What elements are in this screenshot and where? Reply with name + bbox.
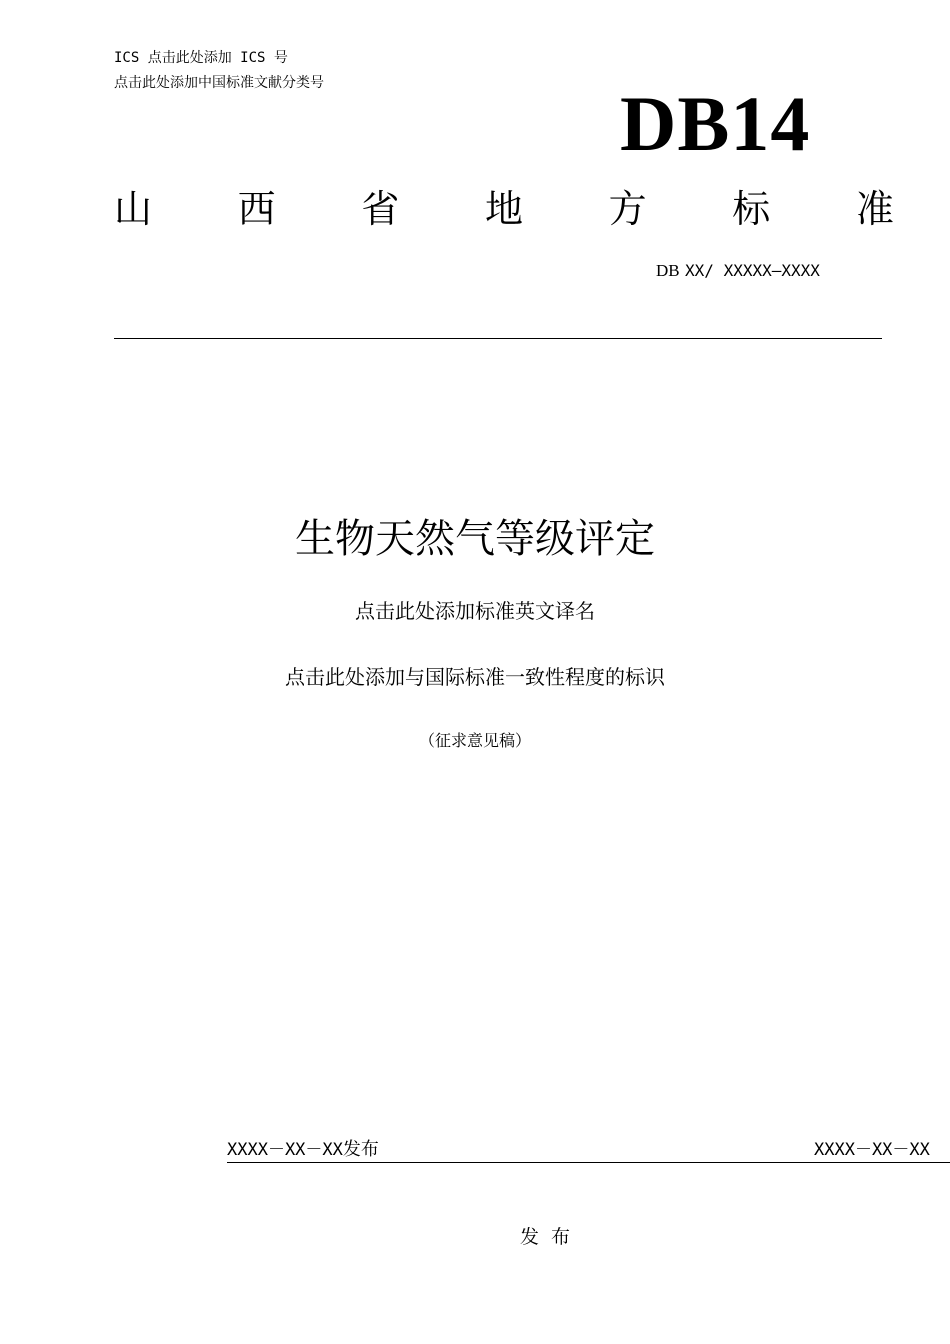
standard-type-char: 标 bbox=[732, 187, 771, 231]
implement-date[interactable]: XXXX－XX－XX bbox=[814, 1140, 930, 1160]
header-divider bbox=[114, 338, 882, 339]
classification-number[interactable]: 点击此处添加中国标准文献分类号 bbox=[114, 75, 324, 91]
publish-date-suffix: 发布 bbox=[342, 1139, 379, 1160]
standard-number[interactable] bbox=[656, 260, 820, 282]
standard-type-char: 地 bbox=[484, 187, 523, 231]
footer-divider bbox=[227, 1162, 950, 1163]
draft-status: （征求意见稿） bbox=[418, 731, 531, 750]
standard-type-char: 方 bbox=[608, 187, 647, 231]
ics-number[interactable]: ICS 点击此处添加 ICS 号 bbox=[114, 50, 288, 66]
publish-date-value: XXXX－XX－XX bbox=[227, 1140, 343, 1160]
standard-type-title bbox=[114, 186, 894, 232]
standard-type-char: 准 bbox=[855, 187, 894, 231]
english-name[interactable]: 点击此处添加标准英文译名 bbox=[355, 599, 595, 623]
standard-number-value: XX/ XXXXX—XXXX bbox=[685, 261, 820, 280]
standard-logo: DB14 bbox=[620, 80, 811, 167]
standard-number-prefix: DB bbox=[656, 261, 680, 280]
publish-date[interactable] bbox=[227, 1138, 379, 1162]
standard-type-char: 山 bbox=[114, 187, 153, 231]
publisher[interactable]: 发布 bbox=[520, 1226, 583, 1248]
document-title[interactable]: 生物天然气等级评定 bbox=[295, 516, 655, 562]
standard-type-char: 省 bbox=[361, 187, 400, 231]
consistency-mark[interactable]: 点击此处添加与国际标准一致性程度的标识 bbox=[285, 665, 665, 689]
standard-type-char: 西 bbox=[237, 187, 276, 231]
